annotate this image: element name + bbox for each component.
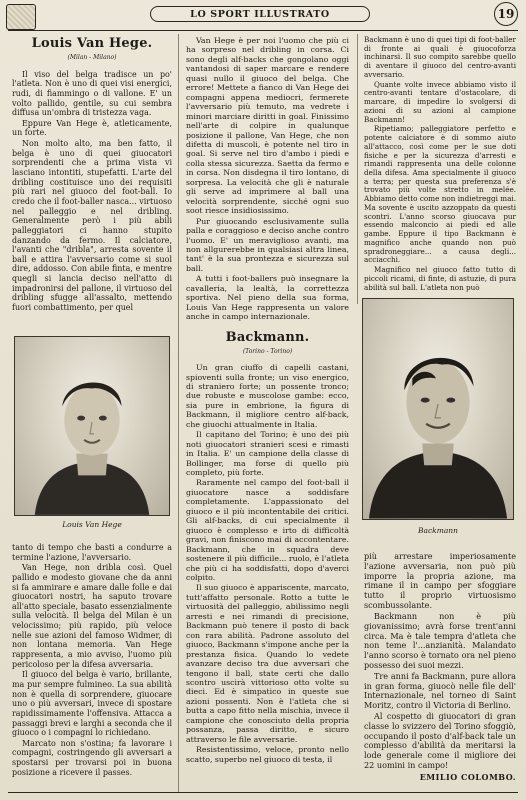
article1-intro-column bbox=[12, 36, 172, 314]
backmann-photo bbox=[362, 298, 514, 520]
article2-paragraph: Al cospetto di giuocatori di gran classe lo svizzero del Torino sfoggiò, occupando il posto d'alf-back tale un complesso d'abilità da meritarsi la lode generale come il migliore dei 22 uomini in campo! bbox=[364, 711, 516, 771]
article2-paragraph: Resistentissimo, veloce, pronto nello scatto, superbo nel giuoco di testa, il bbox=[186, 745, 349, 764]
article2-paragraph: Il capitano del Torino; è uno dei più noti giuocatori stranieri scesi e rimasti in Italia. E' un campione della classe di Bollinger, ma forse di quello più completo, più forte. bbox=[186, 430, 349, 478]
article2-paragraph: Un gran ciuffo di capelli castani, spioventi sulla fronte; un viso energico, di straniero forte; un possente tronco; due robuste e muscolose gambe: ecco, sia pure in embrione, la figura di Backmann, il migliore centro alf-back, che giuochi attualmente in Italia. bbox=[186, 363, 349, 429]
portrait-image-icon bbox=[363, 299, 513, 519]
article1-paragraph: Non molto alto, ma ben fatto, il belga è uno di quei giuocatori sorprendenti che a prima vista vi lasciano intontiti, stupefatti. L'arte del dribling costituisce uno dei requisiti più rari nel giuoco del foot-ball. Io credo che il foot-baller nasca... virtuoso nel palleggio e nel dribling. Generalmente però i più abili palleggiatori ci hanno stupito danzando da fermo. Il calciatore, l'avanti che "dribla", arresta sovente il ball e attira l'avversario come si suol dire, addosso. Con abile finta, e mentre quegli si lancia deciso nell'atto di impadronirsi del pallone, il virtuoso del dribling sfugge all'assalto, mettendo fuori combattimento, per quel bbox=[12, 139, 172, 313]
article2-paragraph: Tre anni fa Backmann, pure allora in gran forma, giuocò nelle file dell' Internazionale, nel torneo di Saint Moritz, contro il Victoria di Berlino. bbox=[364, 670, 516, 711]
portrait-image-icon bbox=[15, 337, 169, 515]
backmann-caption: Backmann bbox=[418, 526, 458, 535]
page-number: 19 bbox=[494, 2, 518, 26]
article2-paragraph: Il suo giuoco è appariscente, marcato, tutt'affatto personale. Rotto a tutte le virtuosità del palleggio, abilissimo negli arresti e nei rimandi di precisione, Backmann può tenere il posto di back con rara abilità. Padrone assoluto del giuoco, Backmann s'impone anche per la prestanza fisica. Quando lo vedete avanzare deciso tra due avversari che tengono il ball, state certi che dallo scontro uscirà vittorioso otto volte su dieci. Ed è simpatico in queste sue azioni possenti. Non è l'atleta che si butta a capo fitto nella mischia, invece il campione che conosciuto della propria possanza, passa diritto, e sicuro attraverso le file avversarie. bbox=[186, 583, 349, 744]
article1-title: Louis Van Hege. bbox=[31, 36, 153, 51]
right-column-bottom bbox=[364, 552, 516, 783]
article1-paragraph: Eppure Van Hege è, atleticamente, un forte. bbox=[12, 118, 172, 138]
article2-paragraph: Ripetiamo; palleggiatore perfetto e potente calciatore è di sommo aiuto all'attacco, così come per le sue doti fisiche e per la sicurezza d'arresti e rimandi rappresenta una delle colonne della difesa. Ama specialmente il giuoco a terra; per questa sua preferenza s'è trovato più volte stretto in melée. Abbiamo detto come non indietreggi mai. Ma sovente è uscito azzoppato da questi scontri. L'anno scorso giuocava pur essendo malconcio ai piedi ed alle gambe. Eppure il tipo Backmann è magnifico anche quando non può spradroneggiare... a causa degli... acciacchi. bbox=[364, 124, 516, 265]
article1-paragraph: A tutti i foot-ballers può insegnare la cavalleria, la lealtà, la correttezza sportiva. Nel pieno della sua forma, Louis Van Hege rappresenta un valore anche in campo internazionale. bbox=[186, 274, 349, 322]
article1-paragraph: Marcato non s'ostina; fa lavorare i compagni, costringendo gli avversari a spostarsi per trovarsi poi in buona posizione a ricevere il passes. bbox=[12, 738, 172, 777]
article2-subtitle: (Torino - Torino) bbox=[242, 347, 293, 355]
van-hege-caption: Louis Van Hege bbox=[62, 520, 122, 529]
article2-paragraph: Backmann è uno di quei tipi di foot-baller di fronte ai quali è giuocoforza inchinarsi. Il suo compito sarebbe quello di aventare il giuoco del centro-avanti avversario. bbox=[364, 35, 516, 79]
article1-paragraph: Pur giuocando esclusivamente sulla palla e coraggioso e deciso anche contro l'uomo. E' un meraviglioso avanti, ma non allgurerebbe in qualsiasi altra linea, tant' è la sua prontezza e sicurezza sul ball. bbox=[186, 216, 349, 273]
middle-column bbox=[186, 36, 349, 765]
article2-title: Backmann. bbox=[225, 329, 310, 345]
article2-paragraph: Quante volte invece abbiamo visto il centro-avanti tentare d'ostacolare, di marcare, di impedire lo svolgersi di azioni di su azioni al campione Backmann! bbox=[364, 79, 516, 124]
article2-paragraph: Raramente nel campo del foot-ball il giuocatore nasce a soddisfare completamente. L'appassionato del giuoco e il più incontentabile dei critici. Gli alf-backs, di cui specialmente il giuoco è complesso e irto di difficoltà gravi, non finiscono mai di accontentare. Backmann, che in squadra deve sostenere il più difficile... ruolo, è l'atleta che più ci ha soddisfatti, dopo d'averci colpito. bbox=[186, 478, 349, 583]
article1-continued-column bbox=[12, 543, 172, 778]
author-signature: EMILIO COLOMBO. bbox=[419, 771, 516, 782]
column-divider-left bbox=[178, 34, 179, 792]
van-hege-photo bbox=[14, 336, 170, 516]
magazine-emblem-icon bbox=[6, 4, 36, 30]
article2-paragraph: più arrestare imperiosamente l'azione avversaria, non può più imporre la propria azione, ma rimane il in campo per sfoggiare tutto il proprio virtuosismo scombussolante. bbox=[364, 551, 516, 611]
article2-paragraph: Backmann non è più giovanissimo; avrà forse trent'anni circa. Ma è tale tempra d'atleta che non teme l'...anzianità. Malandato l'anno scorso è tornato ora nel pieno possesso dei suoi mezzi. bbox=[364, 610, 516, 670]
column-divider-right-top bbox=[357, 34, 358, 304]
article1-paragraph: Il viso del belga tradisce un po' l'atleta. Non è uno di quei visi energici, rudi, di fiammingo o di vallone. E' un volto pallido, gentile, su cui sembra diffusa un'ombra di tristezza vaga. bbox=[12, 69, 172, 118]
masthead: LO SPORT ILLUSTRATO bbox=[150, 6, 370, 22]
bottom-rule bbox=[8, 792, 518, 793]
article1-paragraph: Il giuoco del belga è vario, brillante, ma pur sempre fulmineo. La sua abilità non è quella di sorprendere, giuocare uno o più avversari, invece di spostare rapidissimamente l'offensiva. Attacca a passaggi brevi e larghi a seconda che il giuoco o i compagni lo richiedano. bbox=[12, 670, 172, 738]
article1-paragraph: Van Hege, non dribla così. Quel pallido e modesto giovane che da anni si fa ammirare e amare dalle folle e dai giuocatori nostri, ha saputo trovare all'atto speciale, basato essenzialmente sulla velocità. Il belga del Milan è un velocissimo; più rapido, più veloce nelle sue azioni del famoso Widmer, di non lontana memoria. Van Hege rappresenta, a mio avviso, l'uomo più pericoloso per la difesa avversaria. bbox=[12, 563, 172, 669]
article2-paragraph: Magnifico nel giuoco fatto tutto di piccoli ricami, di finte, di astuzie, di pura abilità sul ball. L'atleta non può bbox=[364, 265, 516, 292]
article1-paragraph: tanto di tempo che basti a condurre a termine l'azione, l'avversario. bbox=[12, 543, 172, 562]
article1-subtitle: (Milan - Milano) bbox=[67, 54, 117, 61]
article1-paragraph: Van Hege è per noi l'uomo che più ci ha sorpreso nel dribling in corsa. Ci sono degli alf-backs che gongolano oggi vantandosi di saper marcare e rendere quasi nullo il giuoco del belga. Che errore! Mettete a fianco di Van Hege dei compagni appena mediocri, fermerete l'avversario più temuto, ma vedrete i minori marciare diritti in goal. Finissimo nell'arte di colpire in qualunque posizione il pallone, Van Hege, che non difetta di muscoli, è potente nel tiro in goal. Si serve nel tiro d'ambo i piedi e colla stessa sicurezza. Saetta da fermo e in corsa. Non disdegna il tiro lontano, di sorpresa. La velocità che gli è naturale gli serve ad imprimere al ball una velocità sorprendente, sicché ogni suo soot riesce insidiosissimo. bbox=[186, 36, 349, 216]
top-rule bbox=[8, 30, 518, 31]
right-column-top bbox=[364, 36, 516, 293]
